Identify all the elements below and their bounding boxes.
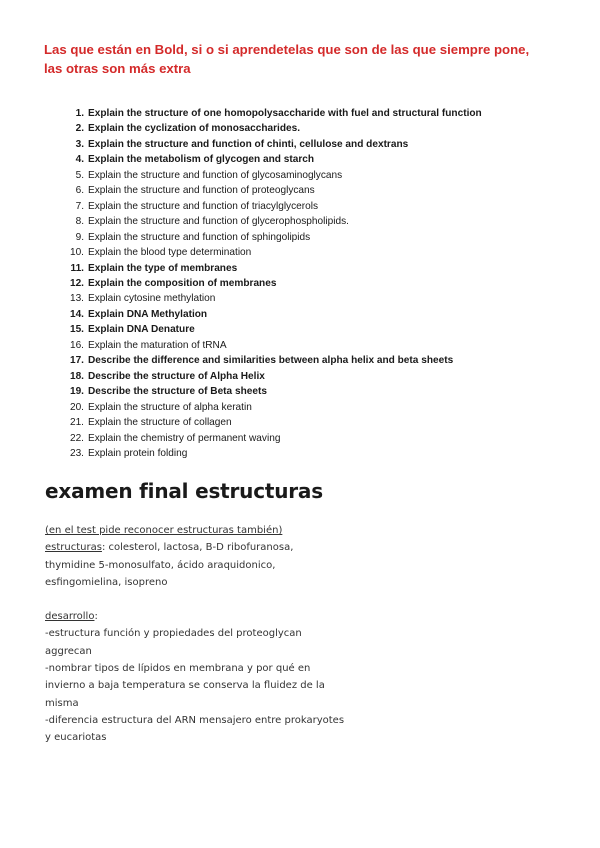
question-number: 7.: [75, 200, 84, 212]
question-number: 11.: [70, 262, 84, 274]
question-number: 18.: [69, 370, 84, 382]
question-number: 14.: [69, 308, 84, 320]
estructuras-label: estructuras: [45, 542, 102, 554]
question-text: Explain DNA Methylation: [88, 308, 208, 320]
question-text: Explain the structure and function of glycerophospholipids.: [88, 216, 349, 228]
question-number: 3.: [75, 138, 84, 150]
question-number: 21.: [69, 417, 84, 429]
desarrollo-item: -nombrar tipos de lípidos en membrana y por qué en invierno a baja temperatura se conserva la fluidez de la misma: [45, 663, 325, 709]
desarrollo-item: -estructura función y propiedades del proteoglycan aggrecan: [45, 628, 302, 657]
question-number: 8.: [75, 216, 84, 228]
question-item: [60, 106, 590, 121]
exam-notes: [45, 522, 345, 747]
desarrollo-label: desarrollo: [45, 611, 95, 623]
question-number: 13.: [69, 293, 84, 305]
question-item: [60, 183, 590, 198]
question-number: 12.: [69, 277, 84, 289]
question-item: [60, 168, 590, 183]
spacer: [45, 591, 345, 608]
question-item: [60, 307, 590, 322]
question-text: Explain the structure of alpha keratin: [88, 401, 252, 413]
question-number: 20.: [69, 401, 84, 413]
question-text: Explain the blood type determination: [88, 247, 252, 259]
question-text: Explain the structure and function of proteoglycans: [88, 185, 315, 197]
question-item: [60, 261, 590, 276]
question-text: Describe the difference and similarities between alpha helix and beta sheets: [88, 355, 454, 367]
section-title: examen final estructuras: [45, 479, 323, 503]
question-item: [60, 276, 590, 291]
question-number: 22.: [69, 432, 84, 444]
question-item: [60, 152, 590, 167]
question-number: 6.: [75, 185, 84, 197]
question-item: [60, 400, 590, 415]
question-text: Describe the structure of Alpha Helix: [88, 370, 265, 382]
question-item: [60, 384, 590, 399]
question-number: 19.: [69, 386, 84, 398]
question-number: 2.: [75, 123, 84, 135]
question-text: Explain the structure and function of triacylglycerols: [88, 200, 319, 212]
question-number: 23.: [69, 447, 84, 459]
question-item: [60, 415, 590, 430]
question-number: 17.: [69, 355, 84, 367]
estructuras-paragraph: [45, 539, 345, 591]
question-text: Explain the cyclization of monosaccharides.: [88, 123, 301, 135]
question-text: Explain protein folding: [88, 447, 188, 459]
question-text: Explain the structure of collagen: [88, 417, 232, 429]
desarrollo-item: -diferencia estructura del ARN mensajero entre prokaryotes y eucariotas: [45, 714, 345, 744]
question-item: [60, 230, 590, 245]
question-item: [60, 322, 590, 337]
question-number: 4.: [75, 154, 84, 166]
question-text: Describe the structure of Beta sheets: [88, 386, 267, 398]
question-item: [60, 353, 590, 368]
question-list: [60, 106, 590, 461]
question-number: 10.: [69, 247, 84, 259]
question-text: Explain the structure and function of sphingolipids: [88, 231, 311, 243]
question-text: Explain the structure and function of glycosaminoglycans: [88, 169, 343, 181]
question-text: Explain the maturation of tRNA: [88, 339, 227, 351]
question-number: 15.: [69, 324, 84, 336]
question-item: [60, 431, 590, 446]
question-text: Explain the composition of membranes: [88, 277, 277, 289]
question-text: Explain the type of membranes: [88, 262, 238, 274]
desarrollo-heading: [45, 608, 345, 625]
intro-note: Las que están en Bold, si o si aprendetelas que son de las que siempre pone, las otras son más extra: [44, 42, 530, 76]
question-text: Explain the structure of one homopolysaccharide with fuel and structural function: [88, 108, 482, 119]
question-number: 5.: [75, 169, 84, 181]
question-item: [60, 137, 590, 152]
desarrollo-colon: :: [94, 611, 98, 623]
question-number: 1.: [75, 108, 84, 119]
question-number: 9.: [75, 231, 84, 243]
question-text: Explain cytosine methylation: [88, 293, 216, 305]
question-item: [60, 199, 590, 214]
question-number: 16.: [69, 339, 84, 351]
question-text: Explain the metabolism of glycogen and starch: [88, 154, 315, 166]
question-item: [60, 446, 590, 461]
question-text: Explain the structure and function of chinti, cellulose and dextrans: [88, 138, 409, 150]
question-item: [60, 121, 590, 136]
question-item: [60, 214, 590, 229]
question-item: [60, 369, 590, 384]
test-note: (en el test pide reconocer estructuras también): [45, 525, 283, 536]
estructuras-text: : colesterol, lactosa, B-D ribofuranosa, thymidine 5-monosulfato, ácido araquidonico, esfingomielina, isopreno: [45, 542, 294, 588]
question-item: [60, 245, 590, 260]
question-item: [60, 291, 590, 306]
question-text: Explain the chemistry of permanent waving: [88, 432, 281, 444]
question-item: [60, 338, 590, 353]
question-text: Explain DNA Denature: [88, 324, 195, 336]
